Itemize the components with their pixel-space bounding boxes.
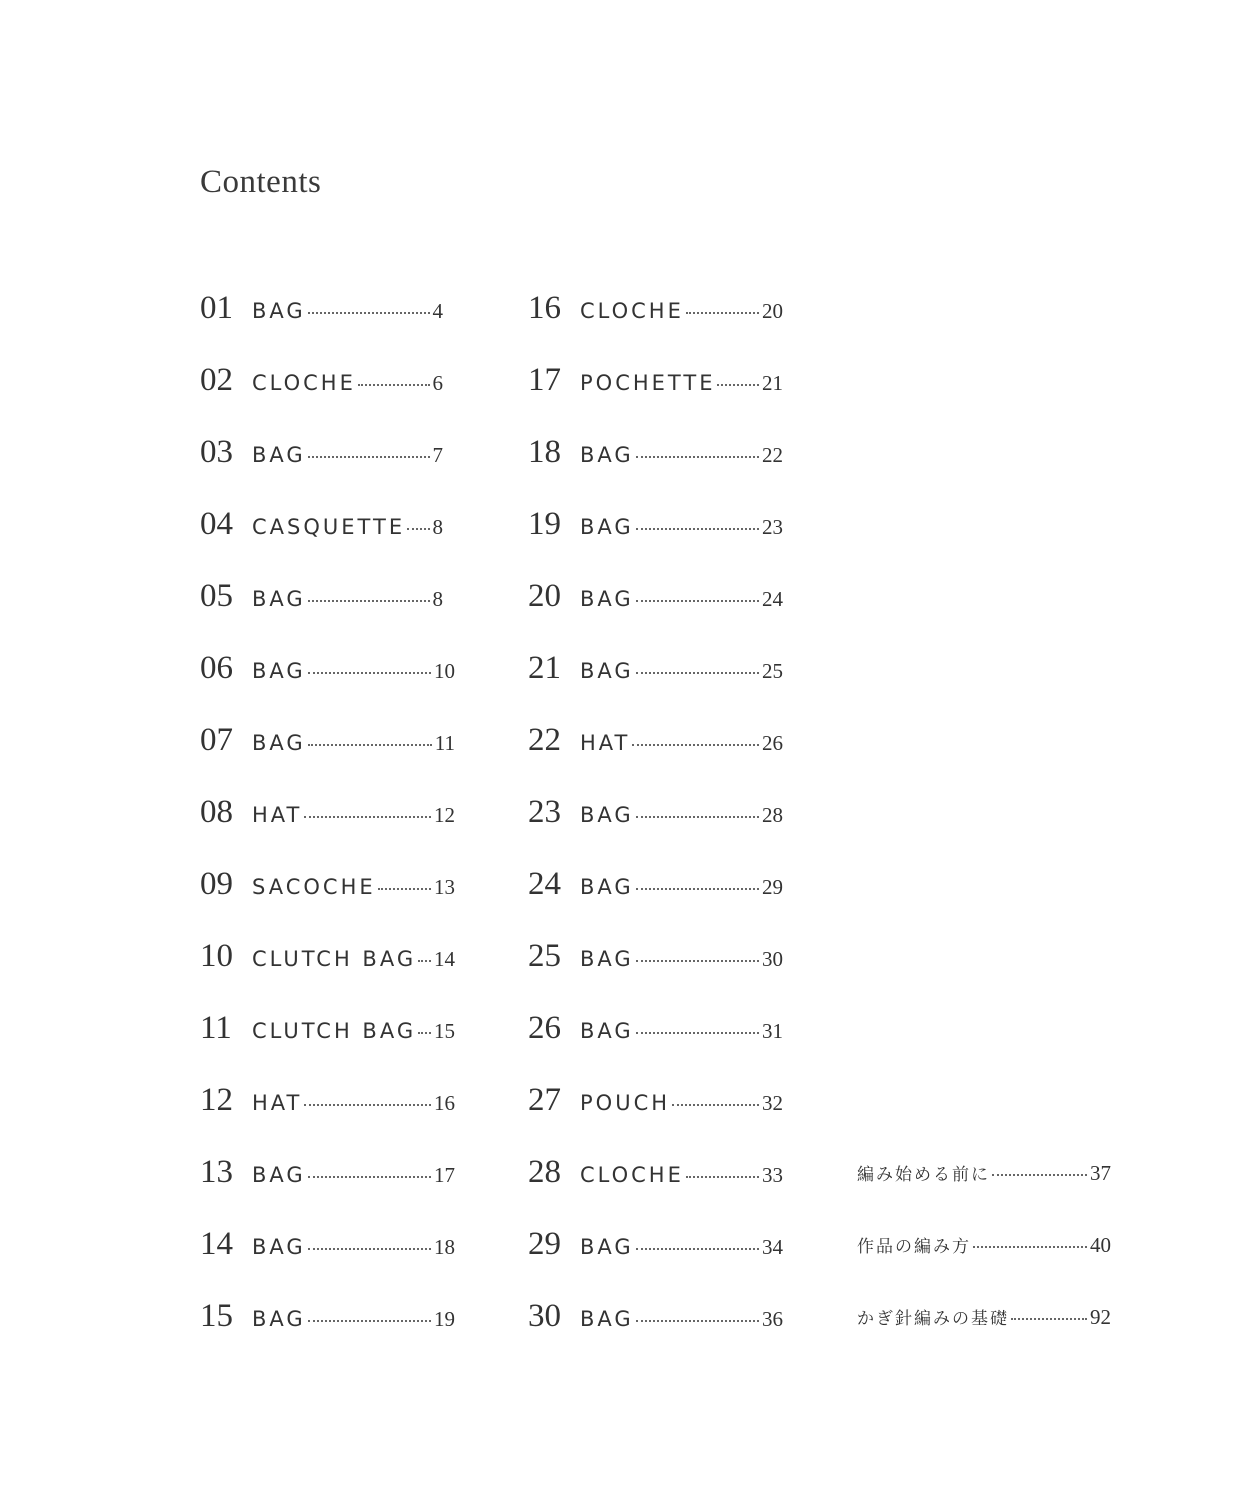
- toc-entry-page: 32: [762, 1091, 783, 1115]
- leader-dots: [636, 600, 759, 602]
- toc-entry-label: HAT: [580, 731, 631, 755]
- toc-entry-label: BAG: [580, 803, 634, 827]
- toc-entry-number: 15: [200, 1298, 233, 1334]
- toc-entry-label: BAG: [252, 731, 306, 755]
- toc-entry-label: BAG: [580, 587, 634, 611]
- toc-entry-number: 09: [200, 866, 233, 902]
- leader-dots: [632, 744, 759, 746]
- leader-dots: [992, 1174, 1087, 1176]
- toc-entry-label: BAG: [252, 299, 306, 323]
- leader-dots: [308, 312, 430, 314]
- toc-entry-label: BAG: [252, 659, 306, 683]
- leader-dots: [717, 384, 759, 386]
- toc-entry: [528, 434, 783, 474]
- toc-entry-label: BAG: [252, 1235, 306, 1259]
- leader-dots: [308, 600, 430, 602]
- toc-entry-number: 21: [528, 650, 561, 686]
- toc-entry-number: 17: [528, 362, 561, 398]
- toc-entry: [200, 506, 443, 546]
- leader-dots: [636, 1032, 759, 1034]
- leader-dots: [636, 816, 759, 818]
- leader-dots: [636, 888, 759, 890]
- leader-dots: [973, 1246, 1087, 1248]
- toc-entry-label: HAT: [252, 803, 303, 827]
- leader-dots: [378, 888, 431, 890]
- toc-entry-label: BAG: [252, 1307, 306, 1331]
- toc-entry-number: 29: [528, 1226, 561, 1262]
- toc-entry: [528, 506, 783, 546]
- toc-entry-number: 11: [200, 1010, 232, 1046]
- leader-dots: [308, 456, 430, 458]
- toc-entry-label: BAG: [580, 515, 634, 539]
- toc-entry-label: BAG: [580, 659, 634, 683]
- toc-entry-number: 16: [528, 290, 561, 326]
- toc-entry: [200, 794, 455, 834]
- toc-entry: [200, 1154, 455, 1194]
- toc-entry-label: BAG: [580, 1235, 634, 1259]
- toc-entry-number: 27: [528, 1082, 561, 1118]
- toc-entry-label: BAG: [252, 443, 306, 467]
- toc-entry: [528, 866, 783, 906]
- toc-entry: [528, 578, 783, 618]
- toc-entry: [200, 434, 443, 474]
- toc-entry-number: 28: [528, 1154, 561, 1190]
- page-title: Contents: [200, 164, 322, 200]
- toc-entry-page: 6: [432, 371, 443, 395]
- toc-entry: [200, 1226, 455, 1266]
- toc-entry-page: 24: [762, 587, 783, 611]
- toc-entry-number: 30: [528, 1298, 561, 1334]
- toc-entry-label: BAG: [580, 1307, 634, 1331]
- leader-dots: [686, 312, 759, 314]
- toc-entry-number: 14: [200, 1226, 233, 1262]
- toc-entry-label: CLOCHE: [252, 371, 356, 395]
- toc-entry: [857, 1232, 1111, 1268]
- toc-entry-page: 11: [434, 731, 455, 755]
- toc-entry-page: 30: [762, 947, 783, 971]
- toc-entry-number: 07: [200, 722, 233, 758]
- toc-entry-page: 18: [434, 1235, 455, 1259]
- leader-dots: [308, 744, 432, 746]
- leader-dots: [308, 672, 431, 674]
- toc-entry-page: 28: [762, 803, 783, 827]
- toc-entry-label: CASQUETTE: [252, 515, 406, 539]
- toc-entry-page: 10: [434, 659, 455, 683]
- toc-entry-number: 13: [200, 1154, 233, 1190]
- toc-entry-page: 4: [432, 299, 443, 323]
- toc-entry-page: 16: [434, 1091, 455, 1115]
- toc-entry-page: 19: [434, 1307, 455, 1331]
- leader-dots: [636, 1320, 759, 1322]
- toc-entry-page: 8: [432, 587, 443, 611]
- toc-entry-number: 12: [200, 1082, 233, 1118]
- toc-entry-page: 92: [1090, 1305, 1111, 1329]
- toc-entry-label: SACOCHE: [252, 875, 376, 899]
- leader-dots: [308, 1248, 431, 1250]
- toc-entry-number: 06: [200, 650, 233, 686]
- toc-entry: [528, 1010, 783, 1050]
- toc-entry-label: BAG: [252, 587, 306, 611]
- toc-entry: [200, 362, 443, 402]
- toc-entry: [857, 1304, 1111, 1340]
- leader-dots: [304, 816, 431, 818]
- toc-entry-label: 編み始める前に: [857, 1165, 990, 1185]
- toc-entry-number: 02: [200, 362, 233, 398]
- toc-entry-number: 18: [528, 434, 561, 470]
- toc-entry-label: CLOCHE: [580, 299, 684, 323]
- toc-entry-page: 22: [762, 443, 783, 467]
- toc-entry-page: 8: [432, 515, 443, 539]
- toc-entry-number: 19: [528, 506, 561, 542]
- toc-entry: [528, 290, 783, 330]
- toc-entry-page: 37: [1090, 1161, 1111, 1185]
- toc-entry-number: 05: [200, 578, 233, 614]
- leader-dots: [636, 960, 759, 962]
- toc-entry-page: 25: [762, 659, 783, 683]
- toc-entry-label: BAG: [580, 875, 634, 899]
- toc-entry-page: 7: [432, 443, 443, 467]
- toc-entry-label: 作品の編み方: [857, 1237, 971, 1257]
- toc-entry: [200, 1010, 455, 1050]
- toc-entry-number: 04: [200, 506, 233, 542]
- leader-dots: [418, 1032, 431, 1034]
- toc-entry-page: 21: [762, 371, 783, 395]
- toc-entry: [528, 362, 783, 402]
- toc-entry-page: 31: [762, 1019, 783, 1043]
- toc-entry: [200, 1298, 455, 1338]
- leader-dots: [407, 528, 429, 530]
- toc-entry-number: 22: [528, 722, 561, 758]
- toc-entry-label: CLOCHE: [580, 1163, 684, 1187]
- leader-dots: [418, 960, 431, 962]
- toc-entry: [528, 1226, 783, 1266]
- leader-dots: [308, 1320, 431, 1322]
- toc-entry-page: 40: [1090, 1233, 1111, 1257]
- toc-entry-page: 14: [434, 947, 455, 971]
- toc-entry-label: POUCH: [580, 1091, 671, 1115]
- toc-entry: [528, 650, 783, 690]
- leader-dots: [672, 1104, 759, 1106]
- toc-entry: [528, 1082, 783, 1122]
- leader-dots: [686, 1176, 759, 1178]
- toc-entry-page: 26: [762, 731, 783, 755]
- toc-entry: [857, 1160, 1111, 1196]
- toc-entry-label: BAG: [580, 1019, 634, 1043]
- toc-entry: [528, 938, 783, 978]
- toc-entry: [200, 578, 443, 618]
- toc-entry-page: 33: [762, 1163, 783, 1187]
- toc-entry-page: 34: [762, 1235, 783, 1259]
- toc-entry: [200, 866, 455, 906]
- toc-entry-page: 17: [434, 1163, 455, 1187]
- toc-entry-number: 10: [200, 938, 233, 974]
- toc-entry: [528, 794, 783, 834]
- toc-entry-number: 20: [528, 578, 561, 614]
- toc-entry-number: 23: [528, 794, 561, 830]
- toc-entry: [200, 290, 443, 330]
- toc-entry-number: 01: [200, 290, 233, 326]
- toc-entry-label: POCHETTE: [580, 371, 716, 395]
- leader-dots: [636, 528, 759, 530]
- toc-entry-label: HAT: [252, 1091, 303, 1115]
- toc-entry-page: 29: [762, 875, 783, 899]
- toc-entry: [528, 1154, 783, 1194]
- toc-entry-page: 23: [762, 515, 783, 539]
- toc-entry: [200, 722, 455, 762]
- toc-entry-number: 03: [200, 434, 233, 470]
- toc-entry-page: 15: [434, 1019, 455, 1043]
- toc-entry: [200, 938, 455, 978]
- toc-entry-number: 24: [528, 866, 561, 902]
- toc-entry-label: CLUTCH BAG: [252, 1019, 417, 1043]
- toc-entry-number: 26: [528, 1010, 561, 1046]
- toc-entry-label: BAG: [580, 947, 634, 971]
- toc-entry-label: CLUTCH BAG: [252, 947, 417, 971]
- toc-entry-page: 12: [434, 803, 455, 827]
- leader-dots: [1011, 1318, 1087, 1320]
- toc-entry-label: BAG: [580, 443, 634, 467]
- toc-entry-number: 25: [528, 938, 561, 974]
- leader-dots: [636, 672, 759, 674]
- toc-entry-number: 08: [200, 794, 233, 830]
- toc-entry-page: 36: [762, 1307, 783, 1331]
- toc-entry: [200, 650, 455, 690]
- leader-dots: [636, 456, 759, 458]
- leader-dots: [636, 1248, 759, 1250]
- toc-entry-label: BAG: [252, 1163, 306, 1187]
- toc-entry: [200, 1082, 455, 1122]
- toc-entry-label: かぎ針編みの基礎: [857, 1309, 1009, 1329]
- toc-entry-page: 13: [434, 875, 455, 899]
- toc-entry: [528, 1298, 783, 1338]
- toc-entry: [528, 722, 783, 762]
- toc-entry-page: 20: [762, 299, 783, 323]
- leader-dots: [304, 1104, 431, 1106]
- leader-dots: [358, 384, 430, 386]
- leader-dots: [308, 1176, 431, 1178]
